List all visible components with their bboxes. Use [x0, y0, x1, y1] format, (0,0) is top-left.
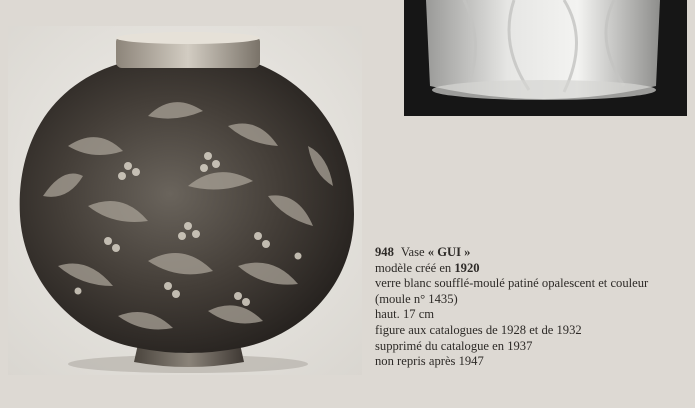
model-prefix: modèle créé en: [375, 260, 452, 275]
title-prefix: Vase: [400, 245, 425, 259]
catalogue-number: 948: [375, 245, 394, 259]
vase-name: « GUI »: [427, 245, 471, 259]
frosted-vase-image: [404, 0, 687, 116]
caption-not-reissued: non repris après 1947: [375, 354, 484, 369]
caption-material: verre blanc soufflé-moulé patiné opalescent et couleur: [375, 276, 649, 291]
caption-removed: supprimé du catalogue en 1937: [375, 338, 533, 353]
caption-model-line: [375, 261, 685, 277]
caption-catalogues: figure aux catalogues de 1928 et de 1932: [375, 322, 582, 337]
model-year: 1920: [454, 260, 480, 275]
catalogue-caption: [375, 245, 685, 370]
vase-photo-secondary: [404, 0, 687, 116]
caption-height: haut. 17 cm: [375, 307, 435, 322]
caption-title-line: [375, 245, 685, 261]
caption-mould: (moule n° 1435): [375, 291, 458, 306]
vase-gui-image: [8, 26, 362, 375]
vase-photo-main: [8, 26, 362, 375]
